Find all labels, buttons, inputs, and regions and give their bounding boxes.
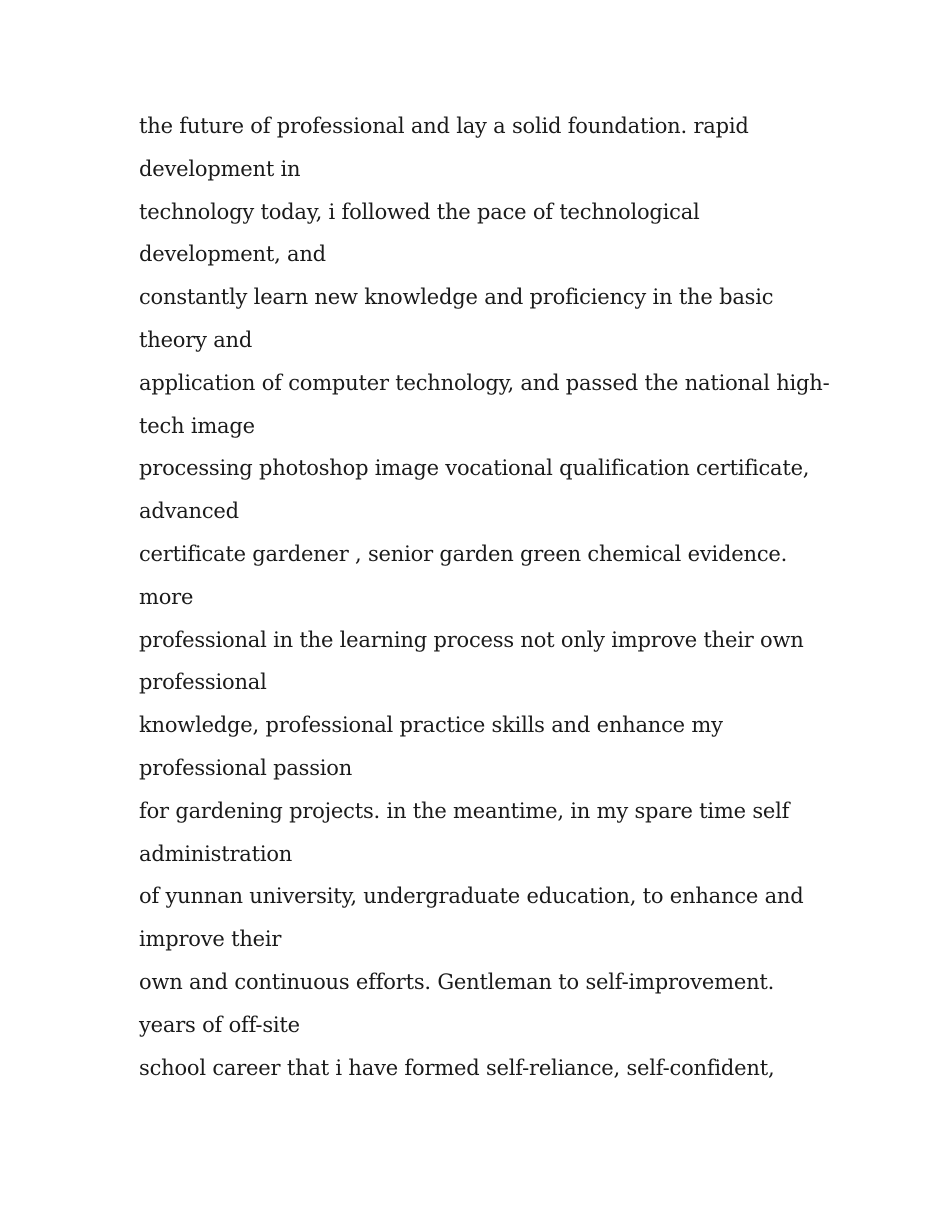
text-line: professional passion bbox=[139, 755, 353, 780]
text-line: professional in the learning process not only improve their own bbox=[139, 627, 804, 652]
text-line: improve their bbox=[139, 927, 282, 952]
text-line: professional bbox=[139, 670, 267, 695]
text-line: school career that i have formed self-reliance, self-confident, bbox=[139, 1055, 775, 1080]
text-line: more bbox=[139, 584, 194, 609]
text-line: development, and bbox=[139, 242, 326, 267]
text-line: constantly learn new knowledge and proficiency in the basic bbox=[139, 285, 774, 310]
text-line: tech image bbox=[139, 413, 255, 438]
text-line: processing photoshop image vocational qualification certificate, bbox=[139, 456, 810, 481]
text-line: certificate gardener , senior garden green chemical evidence. bbox=[139, 541, 788, 566]
text-line: the future of professional and lay a solid foundation. rapid bbox=[139, 114, 749, 138]
text-line: theory and bbox=[139, 327, 253, 352]
body-text bbox=[139, 105, 839, 1089]
text-line: application of computer technology, and passed the national high- bbox=[139, 370, 830, 395]
text-line: of yunnan university, undergraduate education, to enhance and bbox=[139, 884, 804, 909]
text-line: development in bbox=[139, 156, 301, 181]
text-line: technology today, i followed the pace of technological bbox=[139, 199, 700, 224]
text-line: administration bbox=[139, 841, 293, 866]
text-line: own and continuous efforts. Gentleman to self-improvement. bbox=[139, 969, 775, 994]
text-line: advanced bbox=[139, 499, 239, 524]
text-line: knowledge, professional practice skills and enhance my bbox=[139, 713, 723, 738]
text-line: years of off-site bbox=[139, 1012, 300, 1037]
text-line: for gardening projects. in the meantime, in my spare time self bbox=[139, 798, 790, 823]
